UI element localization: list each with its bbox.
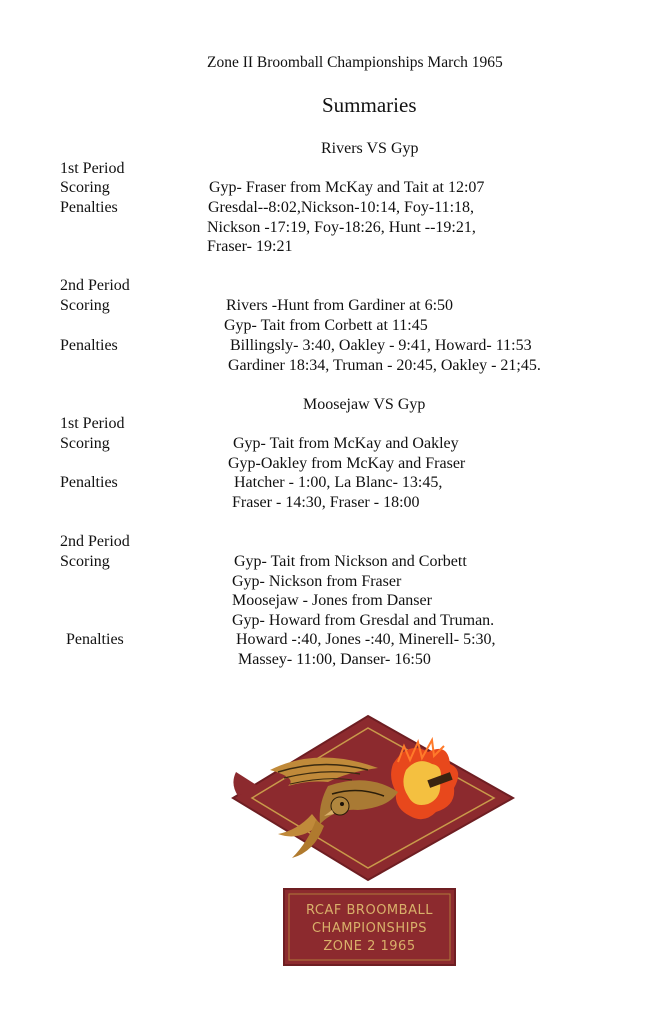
game1-period2-scoring-line: Rivers -Hunt from Gardiner at 6:50 <box>226 297 454 314</box>
game2-period2-scoring-line: Moosejaw - Jones from Danser <box>232 592 432 609</box>
game1-period2-penalty-line: Gardiner 18:34, Truman - 20:45, Oakley - 21;45. <box>228 357 541 374</box>
page-title: Summaries <box>322 93 417 117</box>
game2-period2-penalty-line: Massey- 11:00, Danser- 16:50 <box>238 651 431 668</box>
game1-period1-penalty-line: Nickson -17:19, Foy-18:26, Hunt --19:21, <box>207 219 476 236</box>
game2-period2-scoring-label: Scoring <box>60 553 110 570</box>
game2-period1-penalty-line: Hatcher - 1:00, La Blanc- 13:45, <box>234 474 443 491</box>
game2-heading: Moosejaw VS Gyp <box>303 396 426 413</box>
game2-period2-label: 2nd Period <box>60 533 130 550</box>
patch-line: ZONE 2 1965 <box>323 939 416 954</box>
game1-period1-scoring-label: Scoring <box>60 179 110 196</box>
game1-period1-penalties-label: Penalties <box>60 199 118 216</box>
game2-period1-penalties-label: Penalties <box>60 474 118 491</box>
document-header: Zone II Broomball Championships March 1965 <box>207 54 503 71</box>
game2-period2-penalty-line: Howard -:40, Jones -:40, Minerell- 5:30, <box>236 631 496 648</box>
game2-period1-scoring-line: Gyp-Oakley from McKay and Fraser <box>228 455 466 472</box>
game1-period2-label: 2nd Period <box>60 277 130 294</box>
game1-period2-penalty-line: Billingsly- 3:40, Oakley - 9:41, Howard- 11:53 <box>230 337 532 354</box>
patch-line: RCAF BROOMBALL <box>306 903 433 918</box>
game1-period1-penalty-line: Gresdal--8:02,Nickson-10:14, Foy-11:18, <box>208 199 475 216</box>
game2-period1-penalty-line: Fraser - 14:30, Fraser - 18:00 <box>232 494 420 511</box>
game2-period2-scoring-line: Gyp- Howard from Gresdal and Truman. <box>232 612 495 629</box>
rcaf-patch <box>283 888 456 966</box>
game2-period1-scoring-line: Gyp- Tait from McKay and Oakley <box>233 435 459 452</box>
game1-period2-scoring-label: Scoring <box>60 297 110 314</box>
game2-period1-scoring-label: Scoring <box>60 435 110 452</box>
game2-period2-scoring-line: Gyp- Nickson from Fraser <box>232 573 402 590</box>
game2-period2-scoring-line: Gyp- Tait from Nickson and Corbett <box>234 553 467 570</box>
game1-period1-penalty-line: Fraser- 19:21 <box>207 238 293 255</box>
phoenix-crest-badge <box>228 712 518 884</box>
game1-period2-penalties-label: Penalties <box>60 337 118 354</box>
patch-line: CHAMPIONSHIPS <box>311 921 428 936</box>
game1-period1-scoring-line: Gyp- Fraser from McKay and Tait at 12:07 <box>209 179 485 196</box>
game1-heading: Rivers VS Gyp <box>321 140 419 157</box>
game1-period1-label: 1st Period <box>60 160 125 177</box>
game2-period1-label: 1st Period <box>60 415 125 432</box>
game1-period2-scoring-line: Gyp- Tait from Corbett at 11:45 <box>224 317 428 334</box>
game2-period2-penalties-label: Penalties <box>66 631 124 648</box>
